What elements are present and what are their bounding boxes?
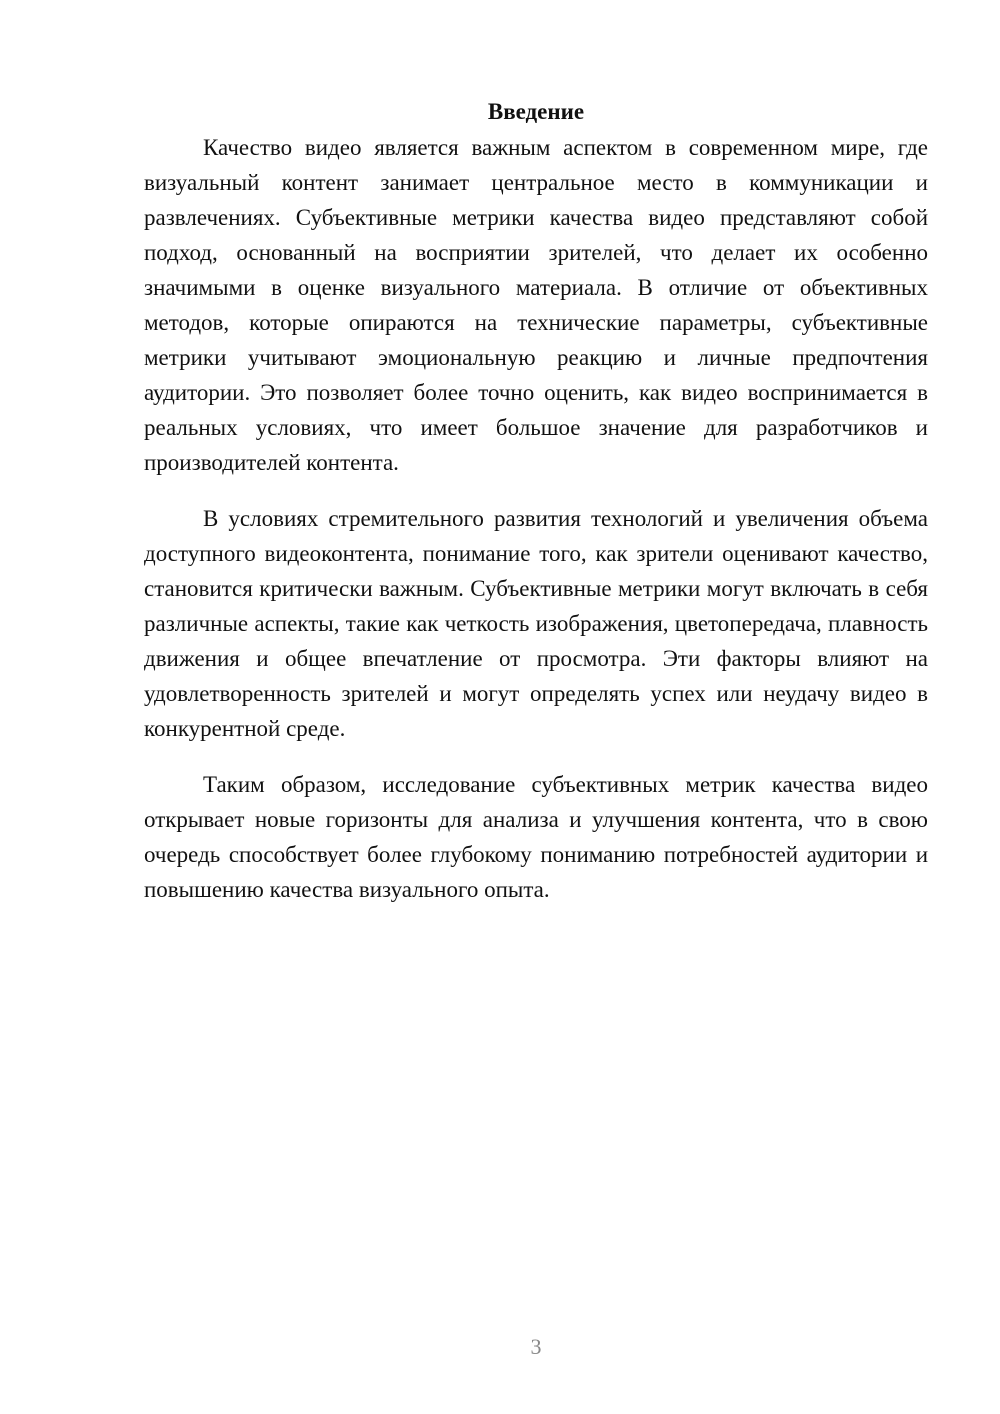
section-heading: Введение [487,99,585,124]
paragraph-2: В условиях стремительного развития технологий и увеличения объема доступного видеоконтента, понимание того, как зрители оценивают качество, становится критически важным. Субъективные метрики могут включать в себя различные аспекты, такие как четкость изображения, цветопередача, плавность движения и общее впечатление от просмотра. Эти факторы влияют на удовлетворенность зрителей и могут определять успех или неудачу видео в конкурентной среде. [144,506,928,741]
page-content [144,95,928,907]
paragraph-3: Таким образом, исследование субъективных метрик качества видео открывает новые горизонты для анализа и улучшения контента, что в свою очередь способствует более глубокому пониманию потребностей аудитории и повышению качества визуального опыта. [144,772,928,902]
paragraph-1: Качество видео является важным аспектом в современном мире, где визуальный контент занимает центральное место в коммуникации и развлечениях. Субъективные метрики качества видео представляют собой подход, основанный на восприятии зрителей, что делает их особенно значимыми в оценке визуального материала. В отличие от объективных методов, которые опираются на технические параметры, субъективные метрики учитывают эмоциональную реакцию и личные предпочтения аудитории. Это позволяет более точно оценить, как видео воспринимается в реальных условиях, что имеет большое значение для разработчиков и производителей контента. [144,135,928,475]
page-number: 3 [530,1334,542,1359]
